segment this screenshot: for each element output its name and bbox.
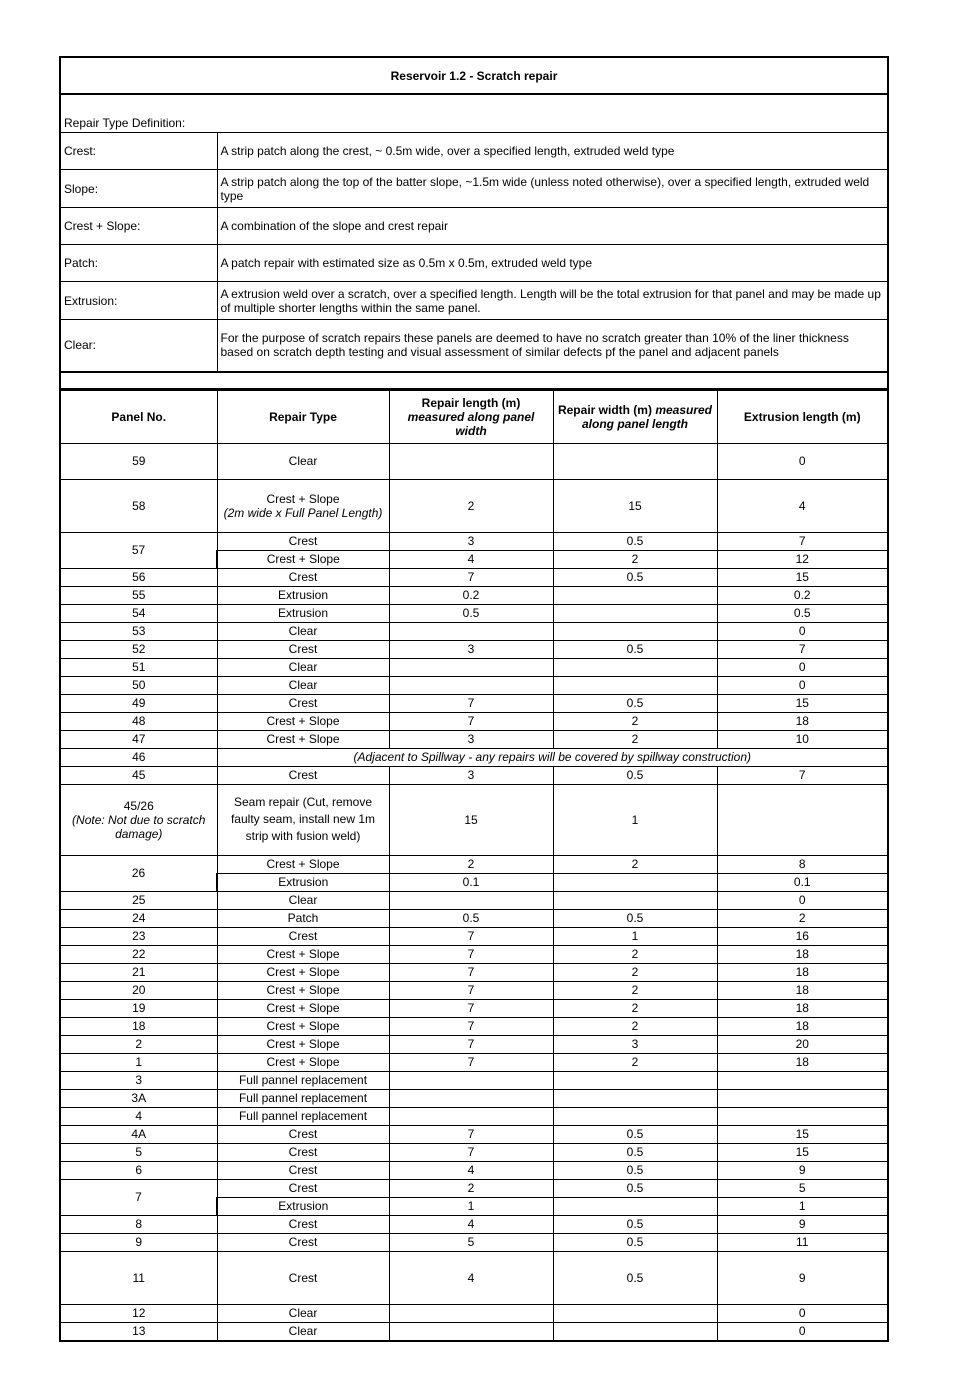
table-cell: 11 bbox=[717, 1233, 888, 1251]
table-cell: 2 bbox=[553, 712, 717, 730]
table-cell: 4 bbox=[389, 1251, 553, 1304]
scratch-repair-sheet bbox=[59, 56, 889, 1342]
col-header-length: Repair length (m) measured along panel width bbox=[389, 390, 553, 443]
def-term: Crest + Slope: bbox=[60, 208, 217, 245]
table-row bbox=[60, 784, 888, 855]
table-cell: 25 bbox=[60, 891, 217, 909]
table-cell: 45/26 (Note: Not due to scratch damage) bbox=[60, 784, 217, 855]
spacer-row bbox=[60, 372, 888, 389]
table-row bbox=[60, 1089, 888, 1107]
table-cell bbox=[553, 586, 717, 604]
table-cell: Clear bbox=[217, 622, 389, 640]
table-cell: 59 bbox=[60, 443, 217, 479]
table-cell: 0.5 bbox=[553, 640, 717, 658]
def-term: Extrusion: bbox=[60, 282, 217, 320]
table-cell: 3A bbox=[60, 1089, 217, 1107]
table-cell: 2 bbox=[553, 1053, 717, 1071]
table-cell: 51 bbox=[60, 658, 217, 676]
table-cell: Clear bbox=[217, 1322, 389, 1341]
table-cell: Crest bbox=[217, 1179, 389, 1197]
table-cell: Clear bbox=[217, 1304, 389, 1322]
table-cell: 4 bbox=[389, 1215, 553, 1233]
table-cell: Crest + Slope bbox=[217, 712, 389, 730]
table-cell: 4 bbox=[60, 1107, 217, 1125]
table-cell: 2 bbox=[553, 550, 717, 568]
table-row bbox=[60, 1071, 888, 1089]
table-cell: 7 bbox=[389, 1035, 553, 1053]
table-cell: 7 bbox=[389, 945, 553, 963]
table-cell: 16 bbox=[717, 927, 888, 945]
table-row bbox=[60, 479, 888, 532]
table-row bbox=[60, 1035, 888, 1053]
table-cell bbox=[717, 1071, 888, 1089]
def-text: A extrusion weld over a scratch, over a specified length. Length will be the total extrusion for that panel and may be made up of multiple shorter lengths within the same panel. bbox=[217, 282, 888, 320]
table-cell: 0.5 bbox=[553, 694, 717, 712]
table-cell: Crest + Slope (2m wide x Full Panel Length) bbox=[217, 479, 389, 532]
table-cell: 7 bbox=[389, 981, 553, 999]
table-cell: 18 bbox=[60, 1017, 217, 1035]
table-cell: 2 bbox=[553, 981, 717, 999]
table-cell bbox=[389, 1089, 553, 1107]
table-cell: 7 bbox=[389, 568, 553, 586]
table-cell: 0.5 bbox=[717, 604, 888, 622]
table-cell: 0.5 bbox=[553, 909, 717, 927]
table-row bbox=[60, 766, 888, 784]
table-cell: 7 bbox=[60, 1179, 217, 1215]
def-text: A strip patch along the top of the batter slope, ~1.5m wide (unless noted otherwise), over a specified length, extruded weld type bbox=[217, 170, 888, 208]
table-cell: 1 bbox=[717, 1197, 888, 1215]
table-cell: 3 bbox=[389, 766, 553, 784]
table-cell bbox=[717, 1089, 888, 1107]
table-cell: Clear bbox=[217, 443, 389, 479]
table-row bbox=[60, 712, 888, 730]
table-cell: 18 bbox=[717, 945, 888, 963]
col-header-type: Repair Type bbox=[217, 390, 389, 443]
table-cell: 1 bbox=[389, 1197, 553, 1215]
table-cell: 9 bbox=[60, 1233, 217, 1251]
table-cell: 7 bbox=[389, 1143, 553, 1161]
table-cell: 15 bbox=[717, 1143, 888, 1161]
table-cell: 1 bbox=[553, 927, 717, 945]
table-row bbox=[60, 586, 888, 604]
table-cell: 7 bbox=[389, 1017, 553, 1035]
definition-header: Repair Type Definition: bbox=[60, 94, 888, 133]
table-row bbox=[60, 748, 888, 766]
table-cell: Crest bbox=[217, 1125, 389, 1143]
table-cell: 2 bbox=[389, 479, 553, 532]
col-header-extrusion: Extrusion length (m) bbox=[717, 390, 888, 443]
table-cell: 56 bbox=[60, 568, 217, 586]
table-cell: Crest bbox=[217, 532, 389, 550]
table-cell bbox=[389, 1071, 553, 1089]
table-row bbox=[60, 999, 888, 1017]
table-row bbox=[60, 1233, 888, 1251]
table-cell: Crest + Slope bbox=[217, 1017, 389, 1035]
table-cell: Crest + Slope bbox=[217, 945, 389, 963]
table-cell: 3 bbox=[60, 1071, 217, 1089]
table-cell: 5 bbox=[60, 1143, 217, 1161]
table-cell: 7 bbox=[389, 999, 553, 1017]
table-cell: 0 bbox=[717, 658, 888, 676]
table-row bbox=[60, 855, 888, 873]
table-cell: 18 bbox=[717, 999, 888, 1017]
table-row bbox=[60, 945, 888, 963]
def-term: Patch: bbox=[60, 245, 217, 282]
col-header-width: Repair width (m) measured along panel length bbox=[553, 390, 717, 443]
table-row bbox=[60, 891, 888, 909]
table-cell: Crest + Slope bbox=[217, 1053, 389, 1071]
table-cell: 18 bbox=[717, 1017, 888, 1035]
table-row bbox=[60, 1017, 888, 1035]
table-cell: Crest + Slope bbox=[217, 963, 389, 981]
table-row bbox=[60, 1215, 888, 1233]
table-cell bbox=[553, 1107, 717, 1125]
table-cell: 0.5 bbox=[553, 568, 717, 586]
table-cell: 58 bbox=[60, 479, 217, 532]
def-text: For the purpose of scratch repairs these panels are deemed to have no scratch greater than 10% of the liner thickness based on scratch depth testing and visual assessment of similar defects pf the panel and adjacent panels bbox=[217, 320, 888, 372]
table-cell: 7 bbox=[717, 766, 888, 784]
table-cell: 7 bbox=[389, 963, 553, 981]
table-cell: 0.5 bbox=[553, 1233, 717, 1251]
table-row bbox=[60, 1322, 888, 1341]
def-term: Crest: bbox=[60, 133, 217, 170]
table-row bbox=[60, 730, 888, 748]
table-row bbox=[60, 1179, 888, 1197]
table-cell: 0 bbox=[717, 443, 888, 479]
table-cell: 1 bbox=[60, 1053, 217, 1071]
table-cell: 49 bbox=[60, 694, 217, 712]
table-cell: 47 bbox=[60, 730, 217, 748]
table-row bbox=[60, 1107, 888, 1125]
table-cell bbox=[717, 784, 888, 855]
table-row bbox=[60, 658, 888, 676]
table-cell: Patch bbox=[217, 909, 389, 927]
table-cell: 15 bbox=[389, 784, 553, 855]
table-cell bbox=[389, 622, 553, 640]
table-cell: 0.5 bbox=[553, 1215, 717, 1233]
table-cell: Crest + Slope bbox=[217, 1035, 389, 1053]
table-cell: 52 bbox=[60, 640, 217, 658]
table-cell: 2 bbox=[553, 730, 717, 748]
table-cell: Full pannel replacement bbox=[217, 1107, 389, 1125]
table-cell: 0.2 bbox=[389, 586, 553, 604]
table-cell: 0.5 bbox=[553, 1161, 717, 1179]
table-cell: 2 bbox=[553, 999, 717, 1017]
table-cell: Clear bbox=[217, 676, 389, 694]
table-row bbox=[60, 1053, 888, 1071]
table-cell bbox=[553, 604, 717, 622]
table-cell: 7 bbox=[389, 1125, 553, 1143]
table-cell: 15 bbox=[717, 694, 888, 712]
table-cell bbox=[553, 891, 717, 909]
table-cell: 5 bbox=[389, 1233, 553, 1251]
table-cell: 0 bbox=[717, 1322, 888, 1341]
table-cell: 0 bbox=[717, 676, 888, 694]
table-cell: 45 bbox=[60, 766, 217, 784]
table-cell: 0.5 bbox=[553, 1251, 717, 1304]
table-cell: 4 bbox=[717, 479, 888, 532]
table-cell: Crest bbox=[217, 1143, 389, 1161]
table-cell: 2 bbox=[389, 855, 553, 873]
table-cell: 46 bbox=[60, 748, 217, 766]
sheet-title: Reservoir 1.2 - Scratch repair bbox=[60, 57, 888, 94]
definition-table bbox=[59, 56, 889, 390]
table-cell: 3 bbox=[389, 730, 553, 748]
table-row bbox=[60, 909, 888, 927]
table-cell: Crest bbox=[217, 694, 389, 712]
table-cell: 2 bbox=[60, 1035, 217, 1053]
table-row bbox=[60, 676, 888, 694]
table-cell: 9 bbox=[717, 1215, 888, 1233]
table-cell: Crest bbox=[217, 1233, 389, 1251]
table-cell: Clear bbox=[217, 658, 389, 676]
def-term: Slope: bbox=[60, 170, 217, 208]
table-cell: 4A bbox=[60, 1125, 217, 1143]
table-cell: Crest + Slope bbox=[217, 550, 389, 568]
table-cell: 19 bbox=[60, 999, 217, 1017]
table-row bbox=[60, 568, 888, 586]
table-cell: 55 bbox=[60, 586, 217, 604]
table-row bbox=[60, 604, 888, 622]
table-cell: 26 bbox=[60, 855, 217, 891]
table-cell bbox=[389, 443, 553, 479]
table-cell: 13 bbox=[60, 1322, 217, 1341]
table-cell: 0.5 bbox=[553, 1143, 717, 1161]
table-cell: Crest bbox=[217, 640, 389, 658]
table-cell: 0.2 bbox=[717, 586, 888, 604]
table-cell: 18 bbox=[717, 963, 888, 981]
table-cell: Crest + Slope bbox=[217, 999, 389, 1017]
table-row bbox=[60, 622, 888, 640]
table-cell: 2 bbox=[553, 855, 717, 873]
table-cell: Crest bbox=[217, 1161, 389, 1179]
table-cell: 0 bbox=[717, 622, 888, 640]
table-cell: 7 bbox=[717, 532, 888, 550]
table-cell: 3 bbox=[553, 1035, 717, 1053]
table-cell: 7 bbox=[389, 712, 553, 730]
table-cell: 6 bbox=[60, 1161, 217, 1179]
table-cell: Clear bbox=[217, 891, 389, 909]
table-cell: Extrusion bbox=[217, 873, 389, 891]
table-cell: 0.5 bbox=[553, 532, 717, 550]
table-cell: Crest bbox=[217, 927, 389, 945]
table-cell: 2 bbox=[553, 945, 717, 963]
table-cell: 21 bbox=[60, 963, 217, 981]
table-cell: 48 bbox=[60, 712, 217, 730]
table-row bbox=[60, 1161, 888, 1179]
table-cell: 2 bbox=[717, 909, 888, 927]
table-cell: Extrusion bbox=[217, 604, 389, 622]
table-cell: 7 bbox=[389, 927, 553, 945]
table-cell bbox=[553, 676, 717, 694]
table-cell: 8 bbox=[717, 855, 888, 873]
table-cell bbox=[717, 1107, 888, 1125]
table-cell: 0.5 bbox=[389, 604, 553, 622]
table-cell: Crest bbox=[217, 1215, 389, 1233]
table-cell: Extrusion bbox=[217, 586, 389, 604]
table-cell: 0.1 bbox=[389, 873, 553, 891]
table-cell: 5 bbox=[717, 1179, 888, 1197]
table-cell bbox=[553, 873, 717, 891]
table-cell: 0.5 bbox=[553, 1179, 717, 1197]
def-text: A patch repair with estimated size as 0.5m x 0.5m, extruded weld type bbox=[217, 245, 888, 282]
table-cell: Full pannel replacement bbox=[217, 1071, 389, 1089]
table-cell: 50 bbox=[60, 676, 217, 694]
def-text: A combination of the slope and crest repair bbox=[217, 208, 888, 245]
table-cell: Seam repair (Cut, remove faulty seam, install new 1m strip with fusion weld) bbox=[217, 784, 389, 855]
table-cell: 23 bbox=[60, 927, 217, 945]
table-cell: 2 bbox=[553, 963, 717, 981]
table-cell: Extrusion bbox=[217, 1197, 389, 1215]
table-cell: 53 bbox=[60, 622, 217, 640]
table-cell: 24 bbox=[60, 909, 217, 927]
table-cell bbox=[553, 658, 717, 676]
table-cell: 0.5 bbox=[553, 766, 717, 784]
table-cell: 2 bbox=[553, 1017, 717, 1035]
table-cell bbox=[553, 1197, 717, 1215]
table-cell bbox=[389, 1304, 553, 1322]
table-cell: 54 bbox=[60, 604, 217, 622]
table-row bbox=[60, 640, 888, 658]
table-cell: 3 bbox=[389, 640, 553, 658]
table-cell: 2 bbox=[389, 1179, 553, 1197]
table-row bbox=[60, 694, 888, 712]
table-row bbox=[60, 981, 888, 999]
spillway-note: (Adjacent to Spillway - any repairs will be covered by spillway construction) bbox=[217, 748, 888, 766]
table-row bbox=[60, 443, 888, 479]
table-cell: Full pannel replacement bbox=[217, 1089, 389, 1107]
table-cell: 0.1 bbox=[717, 873, 888, 891]
table-cell bbox=[389, 1322, 553, 1341]
table-cell: 12 bbox=[717, 550, 888, 568]
table-row bbox=[60, 1304, 888, 1322]
table-cell: 15 bbox=[553, 479, 717, 532]
table-cell: 9 bbox=[717, 1251, 888, 1304]
table-cell: 8 bbox=[60, 1215, 217, 1233]
table-cell: 0.5 bbox=[553, 1125, 717, 1143]
table-cell bbox=[553, 1322, 717, 1341]
def-text: A strip patch along the crest, ~ 0.5m wide, over a specified length, extruded weld type bbox=[217, 133, 888, 170]
table-cell: 4 bbox=[389, 1161, 553, 1179]
table-cell bbox=[553, 1071, 717, 1089]
table-cell: Crest bbox=[217, 1251, 389, 1304]
table-cell: Crest + Slope bbox=[217, 981, 389, 999]
table-row bbox=[60, 1125, 888, 1143]
table-cell: 15 bbox=[717, 1125, 888, 1143]
repair-table bbox=[59, 390, 889, 1342]
table-cell bbox=[553, 1304, 717, 1322]
table-cell bbox=[553, 443, 717, 479]
table-row bbox=[60, 1143, 888, 1161]
table-cell: 7 bbox=[389, 1053, 553, 1071]
table-row bbox=[60, 963, 888, 981]
table-cell: 18 bbox=[717, 1053, 888, 1071]
table-cell: 18 bbox=[717, 981, 888, 999]
table-cell bbox=[389, 676, 553, 694]
table-header-row bbox=[60, 390, 888, 443]
table-cell: 12 bbox=[60, 1304, 217, 1322]
table-cell: 18 bbox=[717, 712, 888, 730]
table-cell bbox=[553, 622, 717, 640]
table-cell: 10 bbox=[717, 730, 888, 748]
table-cell: 0 bbox=[717, 891, 888, 909]
table-cell: 4 bbox=[389, 550, 553, 568]
table-cell: Crest + Slope bbox=[217, 855, 389, 873]
col-header-panel: Panel No. bbox=[60, 390, 217, 443]
table-cell: 9 bbox=[717, 1161, 888, 1179]
table-cell: 1 bbox=[553, 784, 717, 855]
table-cell: 7 bbox=[389, 694, 553, 712]
table-cell: 20 bbox=[717, 1035, 888, 1053]
table-cell: 7 bbox=[717, 640, 888, 658]
table-cell bbox=[389, 658, 553, 676]
table-cell: Crest bbox=[217, 568, 389, 586]
table-cell: 3 bbox=[389, 532, 553, 550]
table-cell: 20 bbox=[60, 981, 217, 999]
table-cell bbox=[553, 1089, 717, 1107]
table-cell: 57 bbox=[60, 532, 217, 568]
table-cell: Crest + Slope bbox=[217, 730, 389, 748]
table-cell: 0.5 bbox=[389, 909, 553, 927]
table-cell: 0 bbox=[717, 1304, 888, 1322]
table-cell: 15 bbox=[717, 568, 888, 586]
table-cell: Crest bbox=[217, 766, 389, 784]
table-cell: 22 bbox=[60, 945, 217, 963]
def-term: Clear: bbox=[60, 320, 217, 372]
table-cell bbox=[389, 1107, 553, 1125]
table-row bbox=[60, 927, 888, 945]
table-row bbox=[60, 1251, 888, 1304]
table-row bbox=[60, 532, 888, 550]
table-cell bbox=[389, 891, 553, 909]
table-cell: 11 bbox=[60, 1251, 217, 1304]
